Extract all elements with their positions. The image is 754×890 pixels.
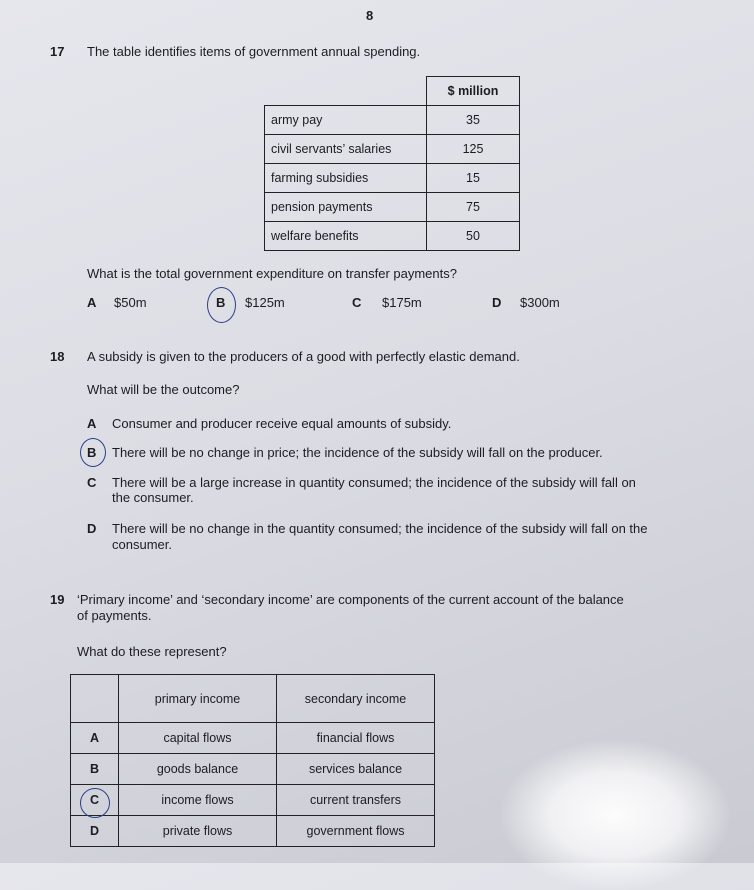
answer-circle-mark (80, 788, 110, 818)
table-cell-item: army pay (265, 106, 427, 135)
option-letter[interactable]: A (71, 723, 119, 754)
q17-option-b-letter[interactable]: B (216, 295, 226, 310)
q17-option-b-text[interactable]: $125m (245, 295, 285, 310)
q17-option-d-text[interactable]: $300m (520, 295, 560, 310)
q17-prompt: The table identifies items of government annual spending. (87, 44, 421, 59)
q18-option-d-letter[interactable]: D (87, 521, 97, 536)
q17-option-d-letter[interactable]: D (492, 295, 502, 310)
table-row (265, 164, 520, 193)
q17-option-a-text[interactable]: $50m (114, 295, 147, 310)
q18-number: 18 (50, 349, 65, 364)
table-cell-primary: goods balance (119, 754, 277, 785)
q19-number: 19 (50, 592, 65, 607)
q17-option-c-text[interactable]: $175m (382, 295, 422, 310)
table-cell-secondary: government flows (277, 816, 435, 847)
page-number: 8 (366, 8, 374, 23)
option-letter[interactable]: C (71, 785, 119, 816)
q17-option-a-letter[interactable]: A (87, 295, 97, 310)
table-cell-item: welfare benefits (265, 222, 427, 251)
table-header-million: $ million (427, 77, 520, 106)
table-cell-value: 15 (427, 164, 520, 193)
q19-options-table (70, 674, 435, 847)
q18-question: What will be the outcome? (87, 382, 240, 397)
table-row[interactable] (71, 816, 435, 847)
table-cell-value: 75 (427, 193, 520, 222)
q18-option-c-text[interactable]: There will be a large increase in quantity consumed; the incidence of the subsidy will fall on (112, 475, 636, 490)
table-cell-primary: private flows (119, 816, 277, 847)
q19-question: What do these represent? (77, 644, 227, 659)
table-header-row (71, 675, 435, 723)
table-row (265, 106, 520, 135)
table-cell-secondary: financial flows (277, 723, 435, 754)
q18-option-c-letter[interactable]: C (87, 475, 97, 490)
q19-prompt: ‘Primary income’ and ‘secondary income’ are components of the current account of the balance (77, 592, 624, 607)
table-row (265, 135, 520, 164)
q18-option-d-text[interactable]: There will be no change in the quantity consumed; the incidence of the subsidy will fall on the (112, 521, 648, 536)
option-letter[interactable]: B (71, 754, 119, 785)
table-header-secondary: secondary income (277, 675, 435, 723)
q18-option-d-text-cont[interactable]: consumer. (112, 537, 172, 552)
table-cell-item: civil servants’ salaries (265, 135, 427, 164)
q17-question: What is the total government expenditure on transfer payments? (87, 266, 457, 281)
table-cell-secondary: services balance (277, 754, 435, 785)
q18-prompt: A subsidy is given to the producers of a good with perfectly elastic demand. (87, 349, 520, 364)
table-header-row (265, 77, 520, 106)
table-header-primary: primary income (119, 675, 277, 723)
table-cell-item: farming subsidies (265, 164, 427, 193)
q19-prompt-cont: of payments. (77, 608, 152, 623)
table-cell-primary: capital flows (119, 723, 277, 754)
table-row (265, 222, 520, 251)
q17-number: 17 (50, 44, 65, 59)
table-cell-value: 50 (427, 222, 520, 251)
table-cell-secondary: current transfers (277, 785, 435, 816)
camera-glare (500, 740, 730, 890)
q18-option-c-text-cont[interactable]: the consumer. (112, 490, 194, 505)
q18-option-a-text[interactable]: Consumer and producer receive equal amounts of subsidy. (112, 416, 452, 431)
table-row[interactable] (71, 723, 435, 754)
table-cell-value: 35 (427, 106, 520, 135)
q17-option-c-letter[interactable]: C (352, 295, 362, 310)
q17-spending-table (264, 76, 520, 251)
q18-option-b-letter[interactable]: B (87, 445, 97, 460)
table-row (265, 193, 520, 222)
table-row[interactable] (71, 785, 435, 816)
option-letter[interactable]: D (71, 816, 119, 847)
table-cell-primary: income flows (119, 785, 277, 816)
table-cell-item: pension payments (265, 193, 427, 222)
table-cell-value: 125 (427, 135, 520, 164)
table-row[interactable] (71, 754, 435, 785)
q18-option-b-text[interactable]: There will be no change in price; the incidence of the subsidy will fall on the producer. (112, 445, 603, 460)
q18-option-a-letter[interactable]: A (87, 416, 97, 431)
